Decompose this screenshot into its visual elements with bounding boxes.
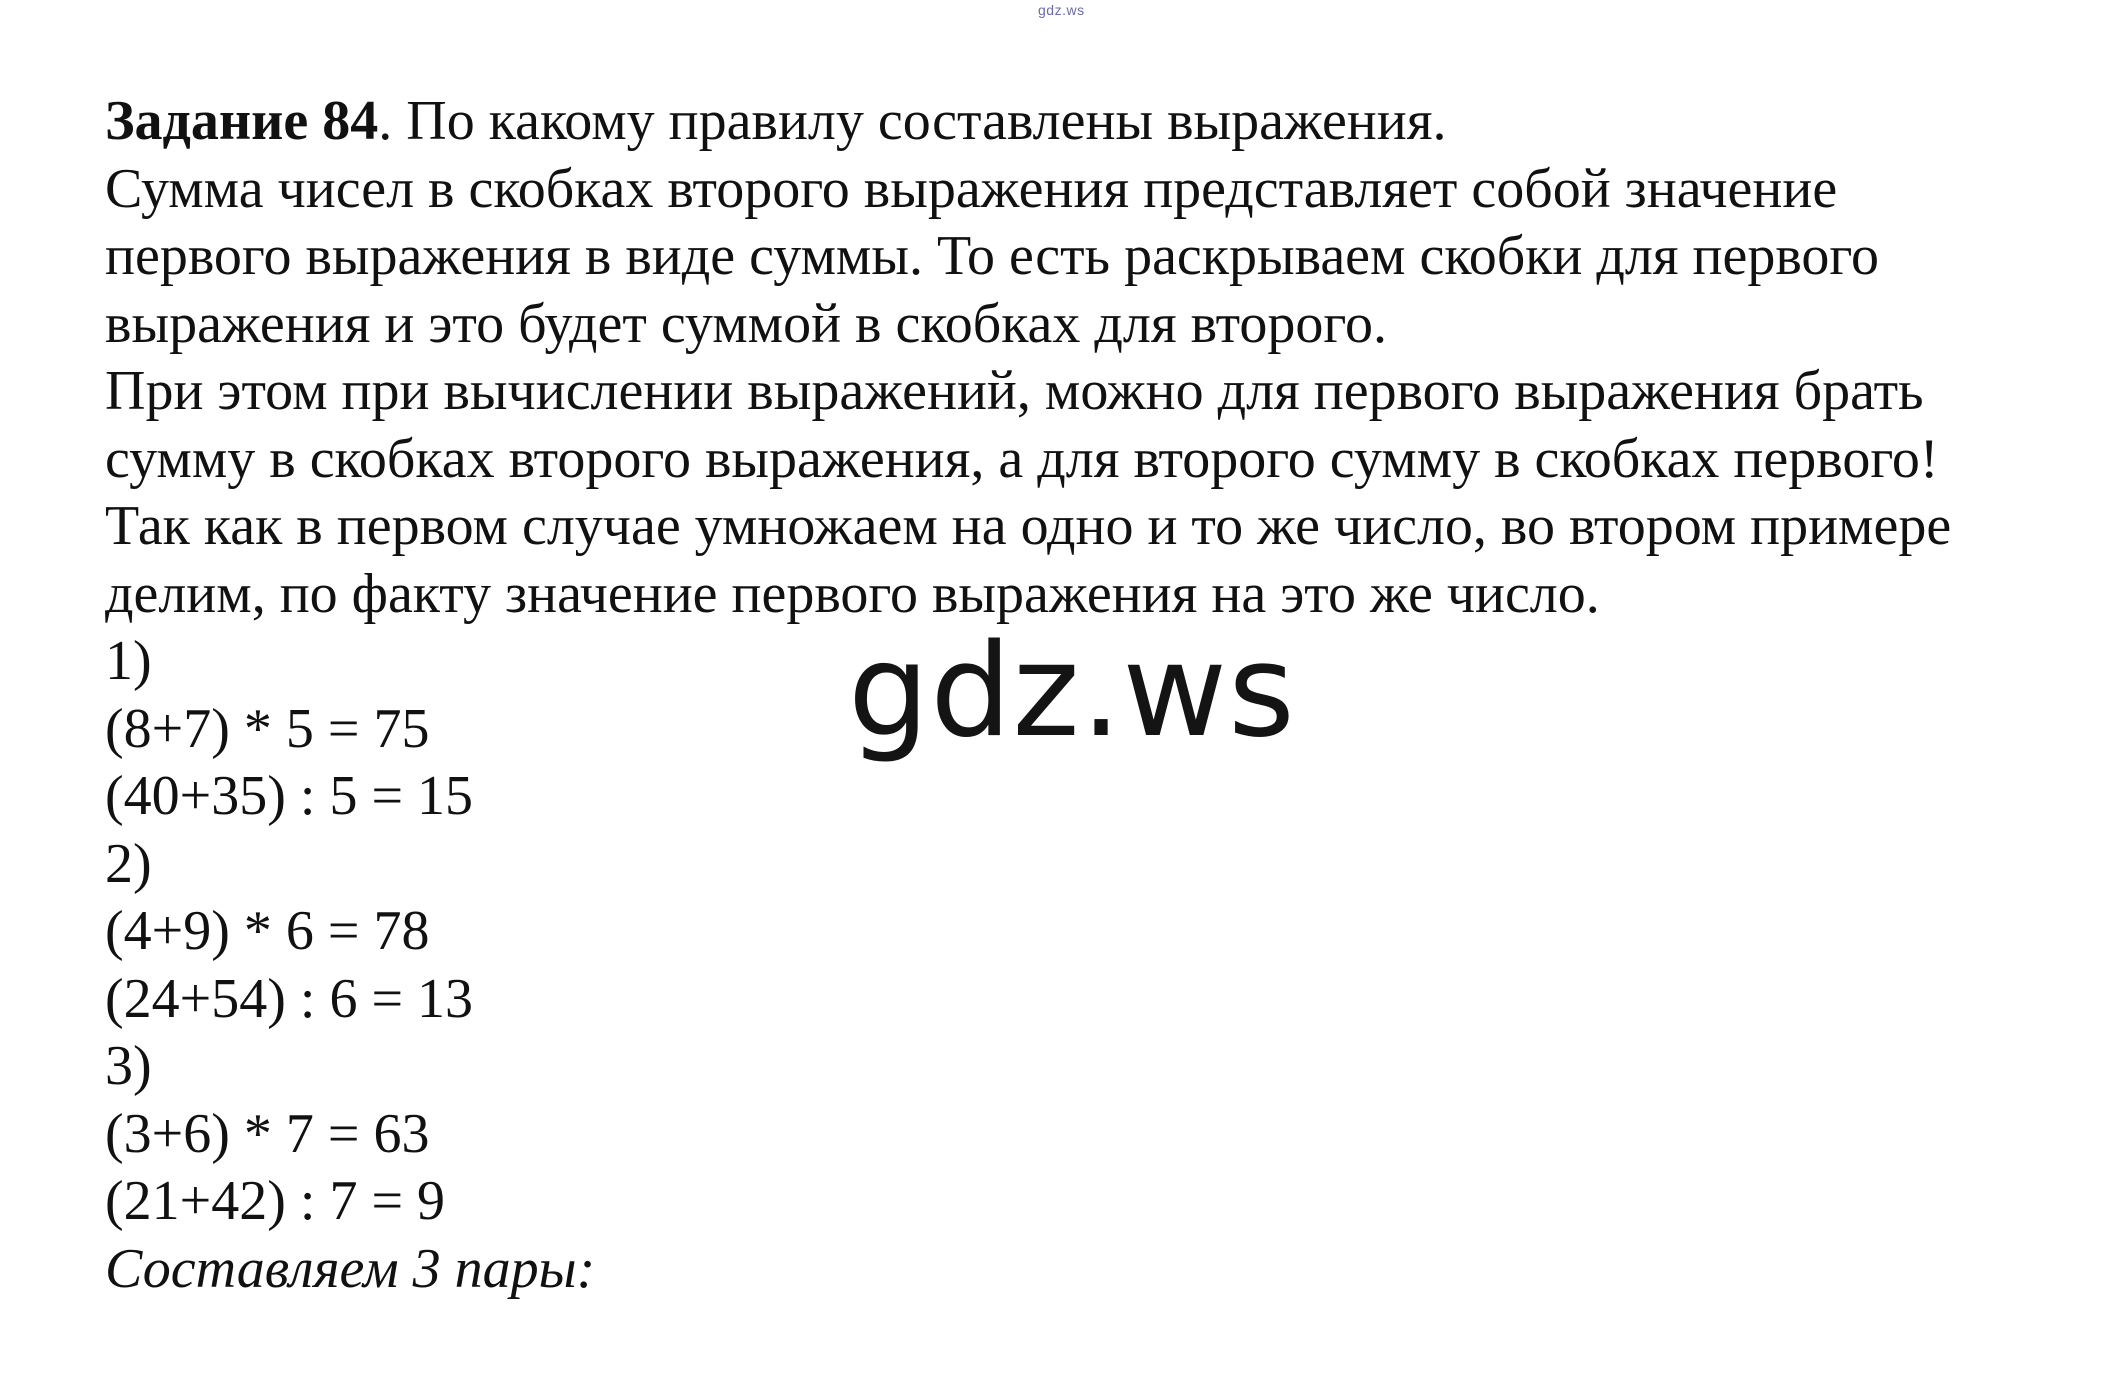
explanation-line: первого выражения в виде суммы. То есть раскрываем скобки для первого [105, 225, 1880, 287]
example-number: 3) [105, 1035, 152, 1097]
task-heading [105, 88, 2095, 156]
task-label: Задание 84 [105, 90, 379, 152]
example-number: 1) [105, 630, 152, 692]
example-expression: (3+6) * 7 = 63 [105, 1102, 430, 1165]
example-expression: (40+35) : 5 = 15 [105, 765, 474, 827]
explanation-line: Сумма чисел в скобках второго выражения представляет собой значение [105, 157, 1838, 220]
top-watermark: gdz.ws [1038, 2, 1085, 18]
conclusion-text: Составляем 3 пары: [105, 1237, 596, 1300]
explanation-line: выражения и это будет суммой в скобках для второго. [105, 292, 1387, 355]
example-expression: (21+42) : 7 = 9 [105, 1170, 446, 1232]
example-number: 2) [105, 832, 152, 895]
explanation-line: Так как в первом случае умножаем на одно и то же число, во втором примере [105, 495, 1952, 557]
example-expression: (24+54) : 6 = 13 [105, 967, 474, 1030]
explanation-line: делим, по факту значение первого выражения на это же число. [105, 562, 1600, 625]
example-expression: (4+9) * 6 = 78 [105, 900, 430, 962]
explanation-line: При этом при вычислении выражений, можно для первого выражения брать [105, 360, 1924, 422]
task-title: . По какому правилу составлены выражения. [378, 90, 1447, 152]
explanation-line: сумму в скобках второго выражения, а для второго сумму в скобках первого! [105, 427, 1939, 490]
center-watermark: gdz.ws [848, 617, 1296, 766]
example-expression: (8+7) * 5 = 75 [105, 697, 430, 760]
